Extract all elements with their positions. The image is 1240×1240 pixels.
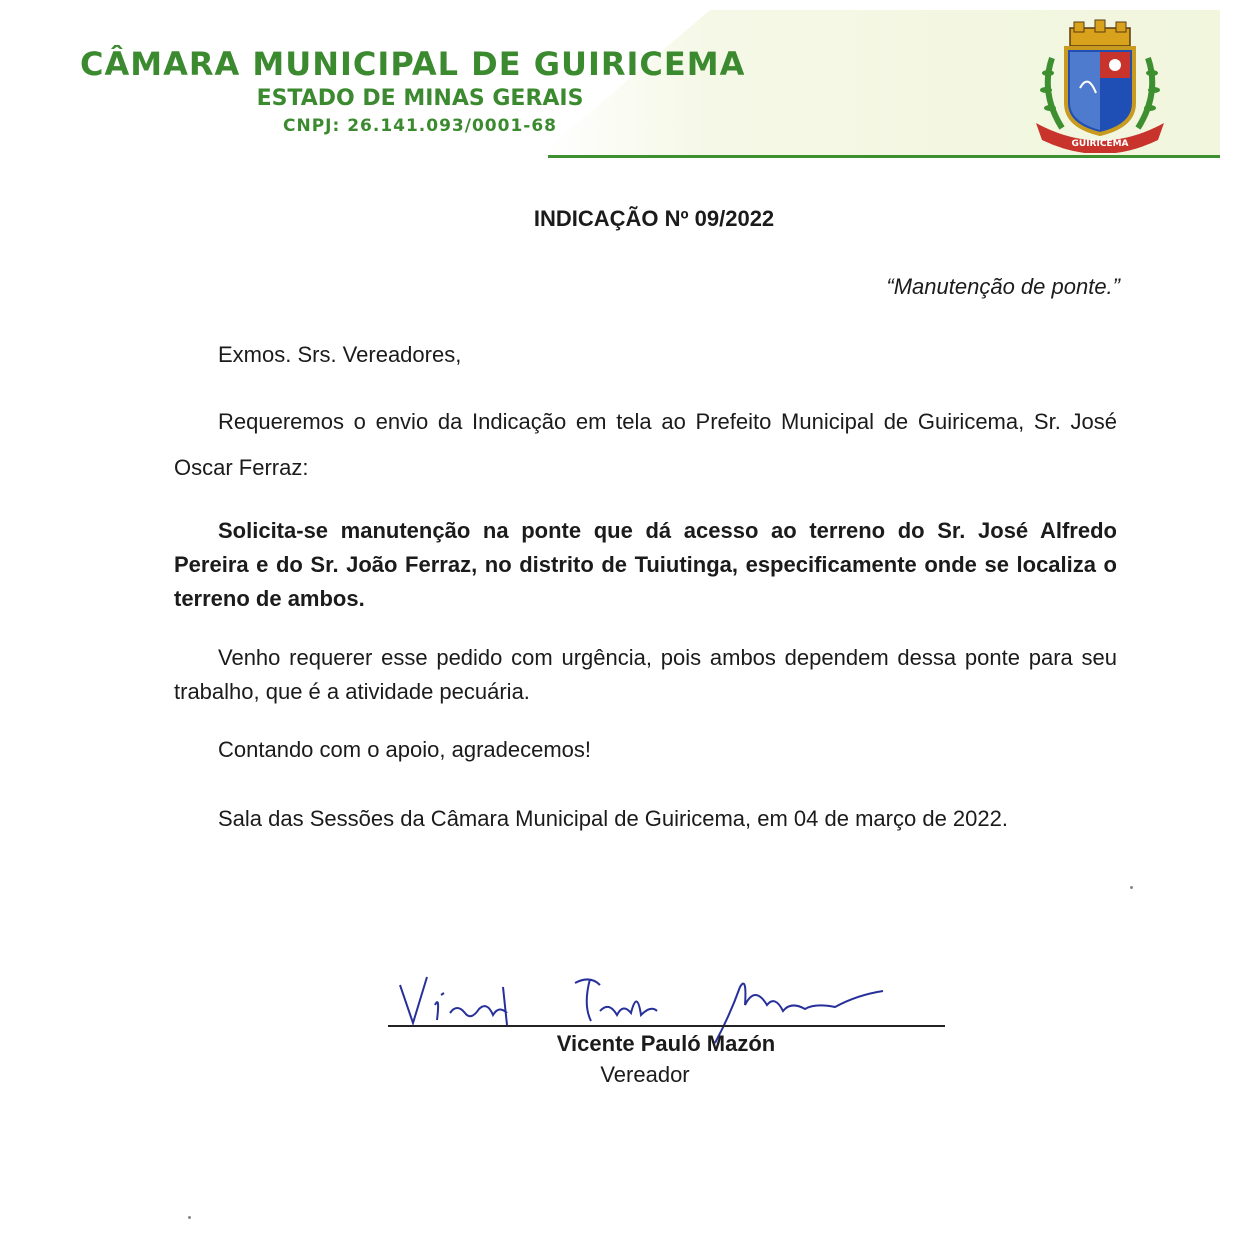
letterhead-divider	[548, 155, 1220, 158]
urgency-text: Venho requerer esse pedido com urgência, pois ambos dependem dessa ponte para seu trabalho, que é a atividade pecuária.	[174, 645, 1117, 704]
municipal-crest-icon	[1030, 18, 1170, 153]
session-text: Sala das Sessões da Câmara Municipal de Guiricema, em 04 de março de 2022.	[218, 806, 1008, 831]
salutation: Exmos. Srs. Vereadores,	[218, 342, 462, 367]
cnpj-number: CNPJ: 26.141.093/0001-68	[283, 116, 557, 136]
request-text: Requeremos o envio da Indicação em tela ao Prefeito Municipal de Guiricema, Sr. José Oscar Ferraz:	[174, 409, 1117, 480]
state-name: ESTADO DE MINAS GERAIS	[256, 86, 584, 111]
institution-title: CÂMARA MUNICIPAL DE GUIRICEMA	[80, 45, 746, 83]
urgency-paragraph	[174, 641, 1117, 709]
thanks-text: Contando com o apoio, agradecemos!	[218, 737, 592, 762]
session-paragraph	[174, 802, 1117, 836]
solicitation-text: Solicita-se manutenção na ponte que dá acesso ao terreno do Sr. José Alfredo Pereira e do Sr. João Ferraz, no distrito de Tuiutinga, especificamente onde se localiza o terreno de ambos.	[174, 518, 1117, 611]
crest-ribbon-text: GUIRICEMA	[1071, 139, 1129, 149]
signer-role: Vereador	[600, 1062, 690, 1087]
scan-speck	[1130, 886, 1133, 889]
signer-name: Vicente Pauló Mazón	[556, 1031, 776, 1056]
request-paragraph	[174, 399, 1117, 491]
salutation-paragraph	[174, 338, 1117, 372]
scan-speck	[188, 1216, 191, 1219]
signature-line	[388, 1025, 945, 1027]
thanks-paragraph	[174, 733, 1117, 767]
document-heading: INDICAÇÃO Nº 09/2022	[533, 206, 775, 231]
solicitation-paragraph	[174, 514, 1117, 616]
document-subject: “Manutenção de ponte.”	[886, 274, 1120, 299]
